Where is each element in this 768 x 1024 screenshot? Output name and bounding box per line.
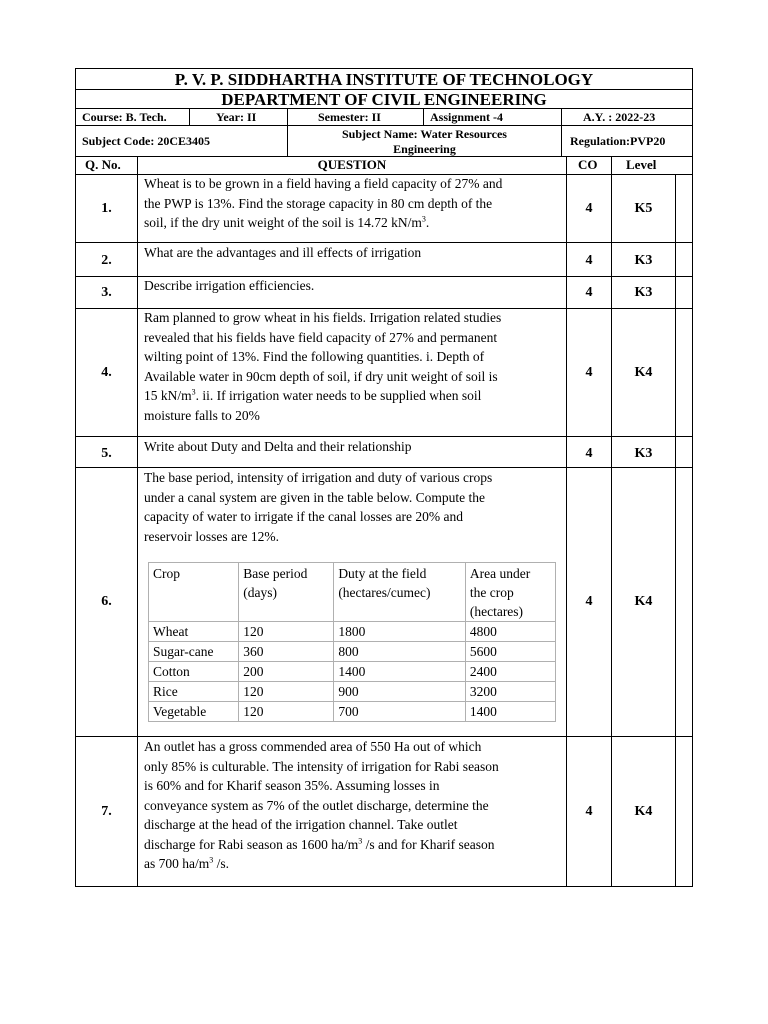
table-cell: 1400 — [465, 702, 555, 722]
rule — [675, 174, 676, 887]
question-2-text — [144, 243, 562, 263]
department-title: DEPARTMENT OF CIVIL ENGINEERING — [221, 90, 547, 109]
qno-6: 6. — [101, 594, 112, 609]
table-cell: 5600 — [465, 642, 555, 662]
table-cell: 900 — [334, 682, 466, 702]
col-qno: Q. No. — [85, 157, 121, 172]
border-bottom — [75, 886, 693, 887]
course-label: Course: B. Tech. — [82, 110, 167, 124]
question-line: capacity of water to irrigate if the canal losses are 20% and — [144, 509, 463, 524]
level-2: K3 — [634, 253, 653, 268]
header-line: (days) — [243, 585, 278, 600]
table-cell: 1400 — [334, 662, 466, 682]
table-cell: 120 — [239, 682, 334, 702]
assignment-label: Assignment -4 — [430, 110, 504, 124]
question-line-tail: . ii. If irrigation water needs to be supplied when soil — [195, 388, 482, 403]
level-1: K5 — [634, 200, 653, 216]
question-line — [144, 213, 562, 233]
question-5-text — [144, 437, 562, 457]
superscript: 3 — [209, 855, 214, 865]
co-5: 4 — [585, 446, 593, 461]
question-line-tail: /s and for Kharif season — [362, 836, 495, 852]
qno-5: 5. — [101, 446, 112, 461]
col-question: QUESTION — [317, 157, 387, 172]
qno-1: 1. — [101, 200, 112, 216]
question-line: reservoir losses are 12%. — [144, 528, 279, 544]
header-line: (hectares/cumec) — [338, 585, 431, 600]
table-row — [149, 642, 556, 662]
question-line — [144, 835, 562, 855]
question-line: under a canal system are given in the table below. Compute the — [144, 489, 486, 505]
question-line — [144, 386, 562, 406]
table-cell: 2400 — [465, 662, 555, 682]
table-row — [149, 662, 556, 682]
question-line: only 85% is culturable. The intensity of irrigation for Rabi season — [144, 758, 499, 774]
subject-name-line1: Subject Name: Water Resources — [342, 127, 507, 141]
table-cell: 1800 — [334, 622, 466, 642]
co-6: 4 — [585, 594, 593, 609]
table-cell: 120 — [239, 622, 334, 642]
question-line: wilting point of 13%. Find the following quantities. i. Depth of — [144, 349, 485, 364]
col-level: Level — [626, 157, 657, 172]
co-4: 4 — [585, 364, 593, 380]
question-4-text — [144, 308, 562, 425]
table-cell: Rice — [149, 682, 239, 702]
table-cell: 4800 — [465, 622, 555, 642]
question-line: Describe irrigation efficiencies. — [144, 278, 315, 293]
subject-code-label: Subject Code: 20CE3405 — [82, 134, 210, 148]
table-cell: Vegetable — [149, 702, 239, 722]
qno-4: 4. — [101, 364, 112, 380]
question-7-text — [144, 737, 562, 874]
question-line: discharge at the head of the irrigation channel. Take outlet — [144, 817, 458, 832]
question-line: moisture falls to 20% — [144, 407, 260, 423]
rule — [137, 156, 138, 887]
rule — [423, 108, 424, 126]
header-line: Area under — [469, 566, 531, 581]
question-line: the PWP is 13%. Find the storage capacity in 80 cm depth of the — [144, 195, 493, 211]
table-cell: 800 — [334, 642, 466, 662]
col-co: CO — [578, 157, 598, 172]
header-line: Crop — [153, 566, 180, 581]
border-top — [75, 68, 693, 69]
qno-7: 7. — [101, 803, 112, 819]
qno-3: 3. — [101, 285, 112, 300]
border-right — [692, 68, 693, 887]
question-line: Available water in 90cm depth of soil, if dry unit weight of soil is — [144, 368, 498, 384]
table-row — [149, 702, 556, 722]
question-line: An outlet has a gross commended area of 550 Ha out of which — [144, 739, 482, 754]
question-6-text — [144, 468, 562, 546]
question-1-text — [144, 174, 562, 233]
question-line-text: as 700 ha/m — [144, 856, 210, 871]
table-cell: Sugar-cane — [149, 642, 239, 662]
crop-table — [148, 562, 556, 722]
crop-header-cell — [149, 563, 239, 622]
level-5: K3 — [634, 446, 653, 461]
crop-table-header — [149, 563, 556, 622]
table-cell: 360 — [239, 642, 334, 662]
rule — [189, 108, 190, 126]
question-line: is 60% and for Kharif season 35%. Assuming losses in — [144, 778, 440, 793]
question-line: Wheat is to be grown in a field having a field capacity of 27% and — [144, 176, 503, 191]
co-7: 4 — [585, 803, 593, 819]
regulation-label: Regulation:PVP20 — [570, 134, 666, 148]
co-3: 4 — [585, 285, 593, 300]
table-cell: 700 — [334, 702, 466, 722]
table-row — [149, 682, 556, 702]
question-line: What are the advantages and ill effects of irrigation — [144, 245, 422, 260]
superscript: 3 — [358, 836, 363, 845]
qno-2: 2. — [101, 253, 112, 268]
table-cell: 200 — [239, 662, 334, 682]
crop-header-cell — [334, 563, 466, 622]
academic-year-label: A.Y. : 2022-23 — [583, 110, 656, 124]
header-line: Base period — [243, 566, 308, 581]
header-line: the crop — [469, 585, 514, 600]
institute-title: P. V. P. SIDDHARTHA INSTITUTE OF TECHNOLOGY — [174, 70, 594, 89]
co-1: 4 — [585, 200, 593, 216]
table-cell: 120 — [239, 702, 334, 722]
question-line-tail: . — [425, 215, 430, 230]
question-line-text: discharge for Rabi season as 1600 ha/m — [144, 836, 359, 852]
level-3: K3 — [634, 285, 653, 300]
question-line: Write about Duty and Delta and their relationship — [144, 439, 412, 454]
level-4: K4 — [634, 364, 653, 380]
question-line: revealed that his fields have field capacity of 27% and permanent — [144, 329, 498, 345]
year-label: Year: II — [216, 110, 257, 124]
header-line: Duty at the field — [338, 566, 427, 581]
header-line: (hectares) — [469, 604, 524, 619]
rule — [75, 125, 693, 126]
level-6: K4 — [634, 594, 653, 609]
level-7: K4 — [634, 803, 653, 819]
rule — [561, 108, 562, 156]
table-cell: Cotton — [149, 662, 239, 682]
table-cell: Wheat — [149, 622, 239, 642]
question-line-text: 15 kN/m — [144, 388, 192, 403]
question-line: Ram planned to grow wheat in his fields. Irrigation related studies — [144, 310, 502, 325]
question-line: The base period, intensity of irrigation and duty of various crops — [144, 470, 493, 485]
question-3-text — [144, 276, 562, 296]
question-line-text: soil, if the dry unit weight of the soil is 14.72 kN/m — [144, 215, 422, 230]
crop-header-cell — [465, 563, 555, 622]
question-line: conveyance system as 7% of the outlet discharge, determine the — [144, 797, 489, 813]
semester-label: Semester: II — [318, 110, 381, 124]
question-line-tail: /s. — [213, 856, 230, 871]
co-2: 4 — [585, 253, 593, 268]
table-cell: 3200 — [465, 682, 555, 702]
superscript: 3 — [421, 214, 426, 224]
superscript: 3 — [191, 387, 196, 397]
subject-name-line2: Engineering — [393, 142, 456, 156]
question-line — [144, 854, 562, 874]
table-row — [149, 622, 556, 642]
crop-header-cell — [239, 563, 334, 622]
